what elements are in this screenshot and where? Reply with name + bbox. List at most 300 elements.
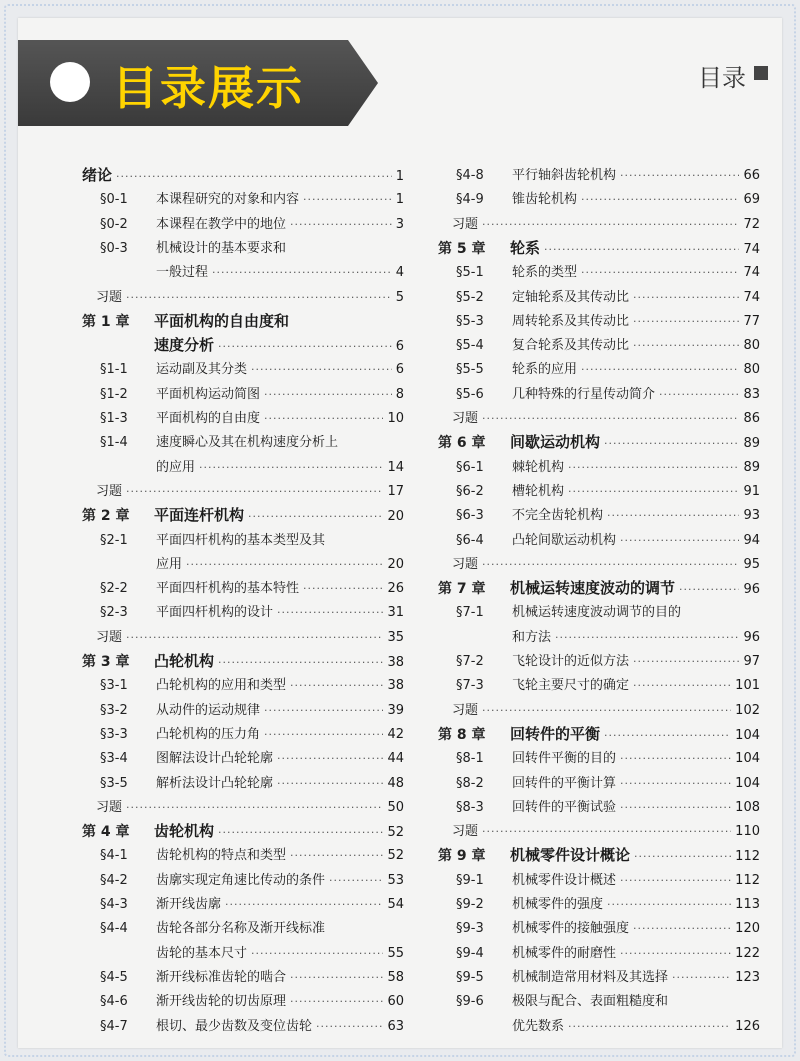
toc-entry — [438, 358, 760, 378]
leader-dots — [126, 631, 383, 644]
section-number: §0-2 — [100, 216, 128, 232]
page-number: 93 — [743, 508, 760, 524]
page-number: 1 — [395, 192, 404, 208]
chapter-title: 齿轮机构 — [154, 822, 215, 841]
entry-label — [82, 213, 286, 232]
entry-label — [438, 286, 629, 305]
leader-dots — [482, 218, 739, 231]
toc-entry — [82, 529, 404, 549]
entry-label — [438, 990, 668, 1009]
entry-title: 机械运转速度波动调节的目的 — [512, 605, 682, 621]
entry-label — [82, 480, 122, 499]
chapter-number: 第 6 章 — [438, 435, 486, 452]
entry-label — [438, 772, 616, 791]
chapter-title: 速度分析 — [154, 336, 215, 355]
entry-title: 机械制造常用材料及其选择 — [512, 969, 669, 985]
entry-label — [82, 796, 122, 815]
entry-label — [82, 188, 299, 207]
toc-entry — [438, 796, 760, 816]
toc-entry — [82, 383, 404, 403]
page-number: 95 — [743, 556, 760, 572]
entry-title: 本课程在教学中的地位 — [156, 216, 287, 232]
leader-dots — [290, 679, 383, 692]
page-number: 86 — [743, 411, 760, 426]
entry-title: 渐开线齿廓 — [156, 897, 222, 912]
entry-label — [82, 723, 260, 742]
chapter-number: 第 1 章 — [82, 313, 130, 330]
page-number: 44 — [387, 751, 404, 767]
toc-entry — [438, 772, 760, 792]
section-number: §4-9 — [456, 192, 484, 208]
chapter-number: 第 5 章 — [438, 240, 486, 257]
section-number: §5-3 — [456, 313, 484, 329]
entry-title: 齿轮各部分名称及渐开线标准 — [156, 921, 326, 937]
page-number: 39 — [387, 702, 404, 718]
chapter-title: 间歇运动机构 — [510, 433, 601, 452]
entry-title: 解析法设计凸轮轮廓 — [156, 775, 274, 791]
leader-dots — [633, 291, 739, 304]
toc-entry — [82, 723, 404, 743]
page-number: 104 — [735, 727, 760, 743]
toc-entry — [438, 261, 760, 281]
section-number: §4-6 — [100, 994, 128, 1010]
entry-label — [82, 699, 260, 718]
entry-title: 习题 — [96, 629, 123, 645]
entry-title: 回转件平衡的目的 — [512, 751, 617, 767]
page-number: 83 — [743, 386, 760, 402]
page-number: 55 — [387, 945, 404, 961]
entry-label — [82, 577, 299, 596]
toc-entry — [82, 820, 404, 840]
toc-entry — [82, 601, 404, 621]
leader-dots — [620, 752, 731, 765]
leader-dots — [277, 752, 383, 765]
chapter-number: 第 9 章 — [438, 848, 486, 865]
entry-label — [438, 577, 675, 598]
leader-dots — [126, 291, 392, 304]
leader-dots — [277, 777, 383, 790]
page-number: 1 — [395, 169, 404, 184]
toc-entry — [438, 164, 760, 184]
leader-dots — [264, 412, 383, 425]
toc-entry — [82, 310, 404, 330]
entry-label — [82, 917, 325, 936]
toc-entry — [82, 917, 404, 937]
entry-label — [82, 383, 260, 402]
leader-dots — [581, 266, 739, 279]
entry-label — [82, 820, 214, 841]
entry-label — [82, 869, 325, 888]
page-number: 52 — [387, 825, 404, 841]
page-number: 17 — [387, 483, 404, 499]
page-number: 3 — [395, 216, 404, 232]
page-number: 102 — [735, 702, 760, 718]
section-number: §6-4 — [456, 532, 484, 548]
entry-label — [82, 650, 214, 671]
section-number: §2-3 — [100, 605, 128, 621]
leader-dots — [251, 947, 383, 960]
toc-entry — [82, 407, 404, 427]
page-number: 20 — [387, 509, 404, 525]
leader-dots — [659, 388, 739, 401]
entry-label — [438, 431, 600, 452]
entry-label — [82, 772, 273, 791]
leader-dots — [620, 777, 731, 790]
toc-entry — [82, 334, 404, 354]
toc-entry — [438, 650, 760, 670]
page-number: 80 — [743, 362, 760, 378]
page-number: 89 — [743, 459, 760, 475]
entry-label — [82, 310, 289, 331]
toc-entry — [438, 310, 760, 330]
leader-dots — [633, 339, 739, 352]
chapter-number: 第 2 章 — [82, 508, 130, 525]
toc-entry — [438, 529, 760, 549]
leader-dots — [633, 922, 731, 935]
entry-title: 渐开线标准齿轮的啮合 — [156, 969, 287, 985]
chapter-title: 回转件的平衡 — [510, 724, 601, 743]
entry-label — [82, 407, 260, 426]
section-number: §9-6 — [456, 994, 484, 1010]
entry-label — [82, 893, 221, 912]
entry-label — [438, 553, 478, 572]
toc-entry — [82, 699, 404, 719]
entry-title: 习题 — [452, 824, 479, 840]
page-number: 89 — [743, 436, 760, 452]
entry-title: 习题 — [452, 556, 479, 572]
chapter-title: 机械运转速度波动的调节 — [510, 579, 676, 598]
section-number: §5-2 — [456, 289, 484, 305]
section-number: §4-3 — [100, 897, 128, 912]
entry-label — [438, 504, 603, 523]
leader-dots — [679, 583, 739, 596]
leader-dots — [555, 631, 739, 644]
entry-label — [82, 334, 214, 355]
entry-label — [438, 164, 616, 183]
page-number: 74 — [743, 265, 760, 281]
leader-dots — [604, 729, 731, 742]
leader-dots — [218, 826, 383, 839]
page-number: 110 — [735, 824, 760, 840]
leader-dots — [199, 461, 383, 474]
page-number: 72 — [743, 216, 760, 232]
entry-label — [82, 990, 286, 1009]
entry-title: 齿廓实现定角速比传动的条件 — [156, 872, 326, 888]
leader-dots — [277, 606, 383, 619]
entry-title: 习题 — [96, 483, 123, 499]
entry-title: 运动副及其分类 — [156, 362, 248, 378]
page-number: 97 — [743, 654, 760, 669]
page-number: 74 — [743, 241, 760, 257]
page-number: 10 — [387, 411, 404, 426]
page-number: 14 — [387, 459, 404, 475]
entry-title: 本课程研究的对象和内容 — [156, 192, 300, 208]
toc-entry — [438, 893, 760, 913]
section-number: §6-1 — [456, 459, 484, 475]
toc-entry — [438, 869, 760, 889]
entry-label — [438, 723, 600, 744]
entry-label — [438, 261, 577, 280]
section-number: §3-3 — [100, 726, 128, 742]
section-number: §9-4 — [456, 945, 484, 961]
leader-dots — [248, 510, 383, 523]
entry-label — [438, 407, 478, 426]
leader-dots — [607, 898, 731, 911]
toc-entry — [438, 383, 760, 403]
toc-entry — [438, 456, 760, 476]
entry-label — [438, 796, 616, 815]
toc-entry — [82, 456, 404, 476]
section-number: §6-3 — [456, 508, 484, 524]
toc-entry — [438, 674, 760, 694]
entry-label — [82, 358, 247, 377]
page-number: 66 — [743, 168, 760, 183]
entry-label — [438, 601, 681, 620]
toc-entry — [438, 553, 760, 573]
entry-title: 凸轮间歇运动机构 — [512, 532, 617, 548]
leader-dots — [581, 363, 739, 376]
section-number: §3-2 — [100, 702, 128, 718]
toc-entry — [438, 626, 760, 646]
section-number: §1-1 — [100, 362, 128, 378]
entry-title: 习题 — [96, 289, 123, 305]
entry-title: 平行轴斜齿轮机构 — [512, 168, 617, 183]
entry-label — [438, 358, 577, 377]
entry-label — [438, 674, 629, 693]
entry-title: 齿轮机构的特点和类型 — [156, 848, 287, 864]
entry-title: 和方法 — [512, 629, 552, 645]
entry-label — [82, 164, 112, 185]
page-number: 96 — [743, 582, 760, 598]
leader-dots — [316, 1020, 383, 1033]
entry-label — [438, 650, 629, 669]
toc-entry — [82, 188, 404, 208]
entry-title: 平面四杆机构的设计 — [156, 605, 274, 621]
chapter-number: 第 7 章 — [438, 581, 486, 598]
entry-title: 定轴轮系及其传动比 — [512, 289, 630, 305]
leader-dots — [544, 243, 739, 256]
leader-dots — [290, 971, 383, 984]
page-number: 6 — [395, 362, 404, 378]
leader-dots — [568, 461, 739, 474]
leader-dots — [290, 995, 383, 1008]
page-number: 8 — [395, 386, 404, 402]
entry-title: 锥齿轮机构 — [512, 192, 578, 208]
page-number: 50 — [387, 799, 404, 815]
entry-label — [82, 1015, 312, 1034]
toc-entry — [82, 237, 404, 257]
entry-label — [82, 844, 286, 863]
page-number: 58 — [387, 969, 404, 985]
entry-label — [82, 261, 208, 280]
entry-label — [82, 553, 182, 572]
section-number: §4-4 — [100, 921, 128, 937]
leader-dots — [633, 315, 739, 328]
book-page — [18, 18, 782, 1048]
square-mark-icon — [754, 66, 768, 80]
page-number: 77 — [743, 313, 760, 329]
entry-label — [438, 334, 629, 353]
page-number: 123 — [735, 969, 760, 985]
toc-entry — [82, 747, 404, 767]
entry-title: 优先数系 — [512, 1018, 565, 1034]
page-number: 69 — [743, 192, 760, 208]
section-number: §5-6 — [456, 386, 484, 402]
leader-dots — [126, 485, 383, 498]
page-number: 91 — [743, 483, 760, 499]
leader-dots — [620, 169, 739, 182]
page-number: 104 — [735, 751, 760, 767]
entry-label — [82, 942, 247, 961]
page-number: 113 — [735, 897, 760, 912]
corner-heading — [698, 58, 746, 93]
leader-dots — [620, 801, 731, 814]
toc-entry — [82, 893, 404, 913]
toc-entry — [82, 844, 404, 864]
section-number: §2-1 — [100, 532, 128, 548]
page-number: 126 — [735, 1018, 760, 1034]
entry-title: 机械零件设计概述 — [512, 872, 617, 888]
entry-label — [438, 626, 551, 645]
section-number: §9-1 — [456, 872, 484, 888]
entry-title: 平面机构运动简图 — [156, 386, 261, 402]
page-number: 42 — [387, 726, 404, 742]
entry-title: 一般过程 — [156, 265, 209, 281]
page-number: 26 — [387, 581, 404, 597]
entry-title: 机械零件的接触强度 — [512, 921, 630, 937]
leader-dots — [251, 363, 392, 376]
entry-title: 根切、最少齿数及变位齿轮 — [156, 1018, 313, 1034]
entry-label — [82, 601, 273, 620]
toc-entry — [438, 990, 760, 1010]
section-number: §7-1 — [456, 605, 484, 621]
toc-entry — [438, 286, 760, 306]
entry-title: 棘轮机构 — [512, 459, 565, 475]
leader-dots — [218, 656, 383, 669]
toc-entry — [82, 577, 404, 597]
entry-title: 轮系的类型 — [512, 265, 578, 281]
page-number: 53 — [387, 872, 404, 888]
entry-label — [82, 966, 286, 985]
chapter-title: 机械零件设计概论 — [510, 846, 631, 865]
entry-label — [438, 480, 564, 499]
section-number: §3-5 — [100, 775, 128, 791]
toc-entry — [82, 796, 404, 816]
leader-dots — [620, 874, 731, 887]
page-number: 80 — [743, 338, 760, 354]
leader-dots — [482, 558, 739, 571]
page-number: 4 — [395, 265, 404, 281]
entry-title: 槽轮机构 — [512, 483, 565, 499]
leader-dots — [329, 874, 383, 887]
section-number: §4-7 — [100, 1018, 128, 1034]
page-number: 20 — [387, 556, 404, 572]
page-number: 104 — [735, 775, 760, 791]
toc-entry — [82, 504, 404, 524]
entry-title: 凸轮机构的压力角 — [156, 726, 261, 742]
entry-label — [438, 1015, 564, 1034]
entry-title: 飞轮主要尺寸的确定 — [512, 678, 630, 694]
entry-title: 的应用 — [156, 459, 196, 475]
chapter-title: 凸轮机构 — [154, 652, 215, 670]
page-number: 48 — [387, 775, 404, 791]
entry-label — [438, 844, 630, 865]
toc-entry — [438, 820, 760, 840]
section-number: §9-3 — [456, 921, 484, 937]
leader-dots — [186, 558, 383, 571]
leader-dots — [290, 849, 383, 862]
section-number: §5-1 — [456, 265, 484, 281]
leader-dots — [633, 655, 739, 668]
toc-entry — [82, 942, 404, 962]
entry-label — [438, 213, 478, 232]
section-number: §5-4 — [456, 338, 484, 354]
toc-entry — [438, 577, 760, 597]
page-number: 35 — [387, 629, 404, 645]
leader-dots — [303, 193, 392, 206]
toc-entry — [438, 188, 760, 208]
page-number: 122 — [735, 945, 760, 961]
bullet-dot-icon — [50, 62, 90, 102]
entry-title: 轮系的应用 — [512, 362, 578, 378]
leader-dots — [303, 582, 383, 595]
entry-label — [82, 504, 244, 525]
page-number: 60 — [387, 994, 404, 1010]
entry-title: 回转件的平衡试验 — [512, 799, 617, 815]
section-number: §9-5 — [456, 969, 484, 985]
leader-dots — [633, 679, 731, 692]
leader-dots — [620, 534, 739, 547]
section-number: §4-1 — [100, 848, 128, 864]
page-number: 63 — [387, 1018, 404, 1034]
toc-entry — [438, 942, 760, 962]
section-number: §8-1 — [456, 751, 484, 767]
leader-dots — [290, 218, 392, 231]
page-number: 96 — [743, 629, 760, 645]
leader-dots — [482, 704, 731, 717]
entry-title: 周转轮系及其传动比 — [512, 313, 630, 329]
section-number: §4-2 — [100, 872, 128, 888]
toc-entry — [438, 480, 760, 500]
entry-label — [438, 942, 616, 961]
page-number: 52 — [387, 848, 404, 864]
entry-label — [82, 747, 273, 766]
toc-entry — [438, 917, 760, 937]
toc-entry — [82, 650, 404, 670]
toc-entry — [438, 601, 760, 621]
page-number: 101 — [735, 678, 760, 694]
leader-dots — [607, 509, 739, 522]
page-number: 38 — [387, 655, 404, 670]
entry-title: 图解法设计凸轮轮廓 — [156, 751, 274, 767]
leader-dots — [568, 1020, 731, 1033]
entry-title: 凸轮机构的应用和类型 — [156, 678, 287, 694]
banner-title: 目录展示 — [112, 61, 304, 115]
leader-dots — [225, 898, 383, 911]
entry-title: 飞轮设计的近似方法 — [512, 654, 630, 669]
entry-label — [438, 456, 564, 475]
leader-dots — [264, 728, 383, 741]
leader-dots — [482, 412, 739, 425]
leader-dots — [264, 388, 392, 401]
leader-dots — [126, 801, 383, 814]
entry-title: 从动件的运动规律 — [156, 702, 261, 718]
entry-label — [438, 893, 603, 912]
toc-entry — [438, 699, 760, 719]
page-number: 5 — [395, 289, 404, 305]
toc-entry — [82, 431, 404, 451]
toc-entry — [82, 213, 404, 233]
